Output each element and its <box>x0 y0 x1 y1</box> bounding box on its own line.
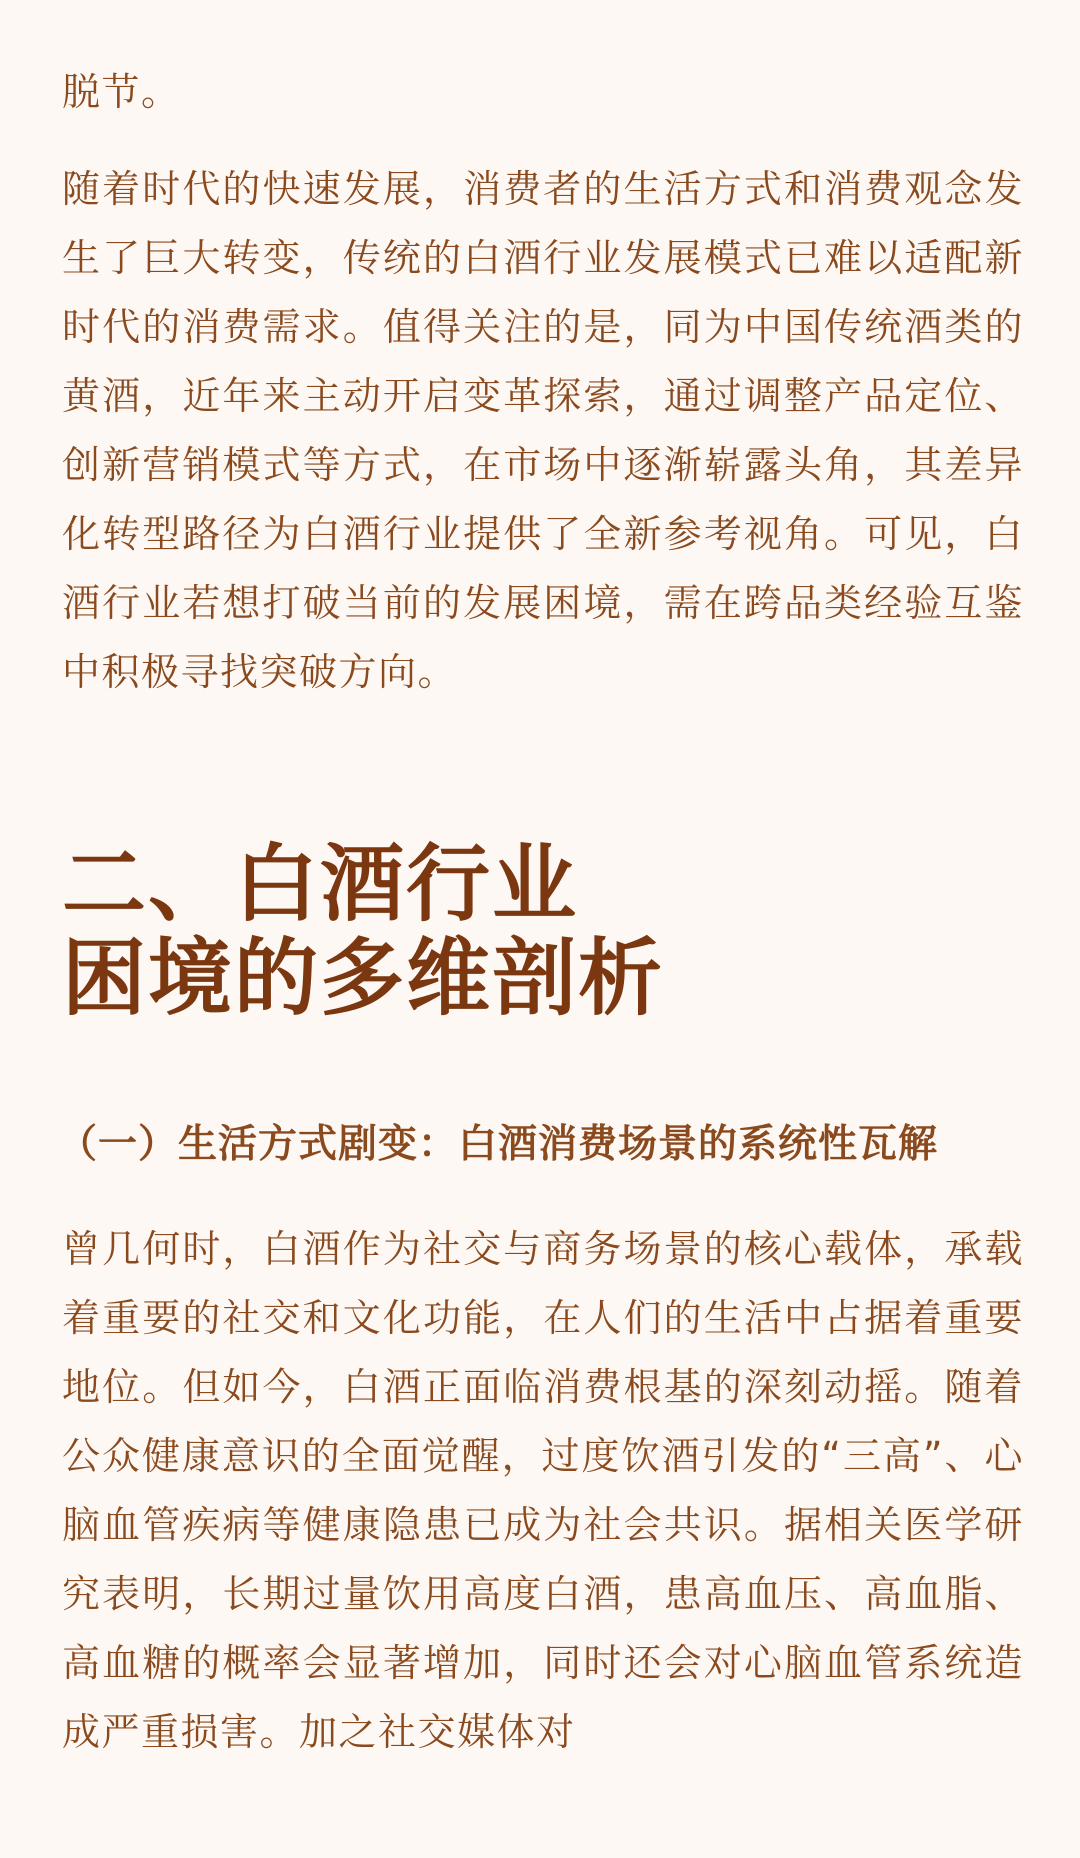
paragraph-lifestyle-change: 曾几何时，白酒作为社交与商务场景的核心载体，承载着重要的社交和文化功能，在人们的生活中占据着重要地位。但如今，白酒正面临消费根基的深刻动摇。随着公众健康意识的全面觉醒，过度饮酒引发的“三高”、心脑血管疾病等健康隐患已成为社会共识。据相关医学研究表明，长期过量饮用高度白酒，患高血压、高血脂、高血糖的概率会显著增加，同时还会对心脑血管系统造成严重损害。加之社交媒体对 <box>62 1227 1024 1754</box>
section-heading: 二、白酒行业 困境的多维剖析 <box>62 835 665 1027</box>
paragraph-fragment: 脱节。 <box>62 70 181 114</box>
subsection-heading: （一）生活方式剧变：白酒消费场景的系统性瓦解 <box>58 1122 939 1167</box>
paragraph-times-change: 随着时代的快速发展，消费者的生活方式和消费观念发生了巨大转变，传统的白酒行业发展模式已难以适配新时代的消费需求。值得关注的是，同为中国传统酒类的黄酒，近年来主动开启变革探索，通过调整产品定位、创新营销模式等方式，在市场中逐渐崭露头角，其差异化转型路径为白酒行业提供了全新参考视角。可见，白酒行业若想打破当前的发展困境，需在跨品类经验互鉴中积极寻找突破方向。 <box>62 167 1024 694</box>
article-page <box>0 58 1080 1858</box>
